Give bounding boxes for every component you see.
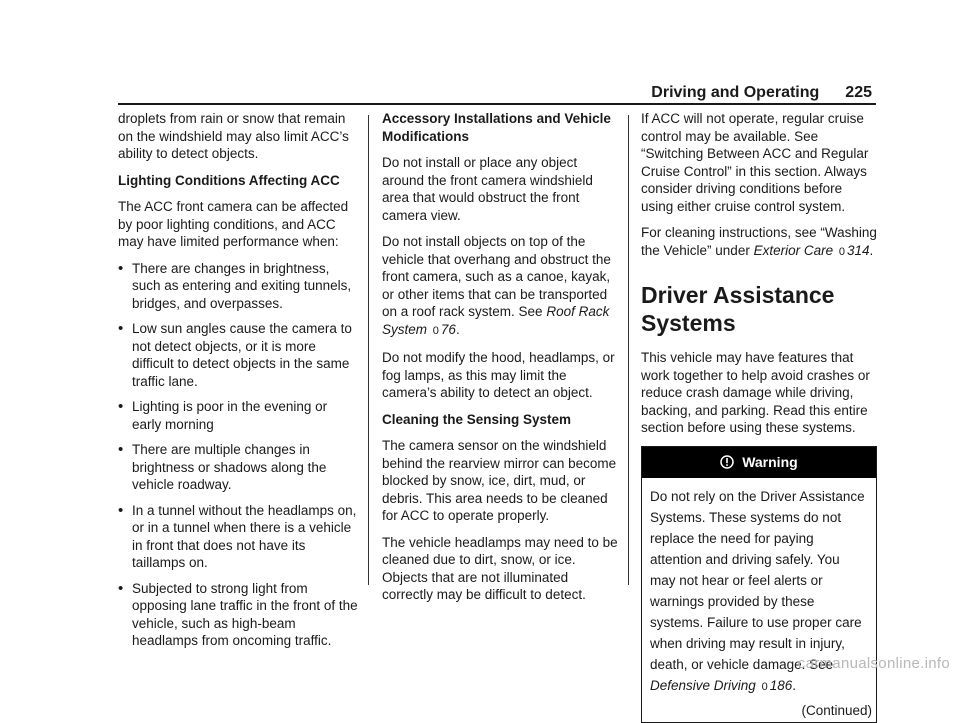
exterior-care-link[interactable]: Exterior Care <box>753 242 834 258</box>
paragraph: This vehicle may have features that work together to help avoid crashes or reduce crash damage while driving, backing, and parking. Read this entire section before using these systems. <box>641 350 870 435</box>
subheading-lighting: Lighting Conditions Affecting ACC <box>118 172 340 188</box>
paragraph: Do not install objects on top of the vehicle that overhang and obstruct the front camera, such as a canoe, kayak, or other items that can be transported on a roof rack system. See Roof Rack System 0 76. <box>382 234 611 337</box>
continued-label: (Continued) <box>801 703 872 718</box>
column-1 <box>118 110 358 658</box>
paragraph-text: For cleaning instructions, see “Washing the Vehicle” under <box>641 225 877 258</box>
page-ref[interactable]: 76 <box>440 321 456 337</box>
warning-text: Do not rely on the Driver Assistance Systems. These systems do not replace the need for paying attention and driving safely. You may not hear or feel alerts or warnings provided by these systems. Failure to use proper care when driving may result in injury, death, or vehicle damage. See <box>650 489 865 672</box>
page-ref-arrow-icon: 0 <box>838 245 845 258</box>
defensive-driving-link[interactable]: Defensive Driving <box>650 678 756 693</box>
paragraph: The camera sensor on the windshield behind the rearview mirror can become blocked by snow, ice, dirt, mud, or debris. This area needs to be cleaned for ACC to operate properly. <box>382 438 617 523</box>
column-divider-2 <box>628 115 629 585</box>
warning-icon <box>720 455 734 469</box>
list-item: • In a tunnel without the headlamps on, or in a tunnel when there is a vehicle in front that does not have its taillamps on. <box>118 502 358 572</box>
subheading-cleaning: Cleaning the Sensing System <box>382 411 572 427</box>
lighting-paragraph: The ACC front camera can be affected by poor lighting conditions, and ACC may have limited performance when: <box>118 199 349 249</box>
paragraph: Do not modify the hood, headlamps, or fog lamps, as this may limit the camera’s ability to detect an object. <box>382 350 615 400</box>
paragraph: Do not install or place any object around the front camera windshield area that would obstruct the front camera view. <box>382 155 593 223</box>
page-ref-arrow-icon: 0 <box>761 681 768 693</box>
list-item: • There are multiple changes in brightness or shadows along the vehicle roadway. <box>118 441 358 494</box>
page-ref-arrow-icon: 0 <box>432 324 439 337</box>
section-heading: Driver Assistance Systems <box>641 282 835 336</box>
warning-title: Warning <box>742 453 798 470</box>
column-2 <box>382 110 622 613</box>
watermark: carmanualsonline.info <box>797 655 950 672</box>
page-number: 225 <box>845 84 872 101</box>
page-ref[interactable]: 314 <box>847 242 870 258</box>
paragraph-text: Do not install objects on top of the vehicle that overhang and obstruct the front camera, such as a canoe, kayak, or other items that can be transported on a roof rack system. See <box>382 234 611 319</box>
warning-box <box>641 446 877 723</box>
paragraph: For cleaning instructions, see “Washing the Vehicle” under Exterior Care 0 314. <box>641 225 877 258</box>
list-item: • Lighting is poor in the evening or early morning <box>118 398 358 433</box>
lighting-list <box>118 260 358 650</box>
header-rule <box>118 103 876 105</box>
paragraph: If ACC will not operate, regular cruise control may be available. See “Switching Between ACC and Regular Cruise Control” in this section. Always consider driving conditions before using either cruise control system. <box>641 111 869 214</box>
warning-body: Do not rely on the Driver Assistance Systems. These systems do not replace the need for paying attention and driving safely. You may not hear or feel alerts or warnings provided by these systems. Failure to use proper care when driving may result in injury, death, or vehicle damage. See Defensive Driving 0 186. <box>650 489 865 693</box>
roof-rack-link[interactable]: Roof Rack System <box>382 304 610 337</box>
intro-paragraph: droplets from rain or snow that remain on the windshield may also limit ACC’s ability to detect objects. <box>118 111 349 161</box>
warning-header <box>642 447 876 479</box>
section-title: Driving and Operating <box>651 84 820 101</box>
list-item: • Subjected to strong light from opposing lane traffic in the front of the vehicle, such as high-beam headlamps from oncoming traffic. <box>118 580 358 650</box>
paragraph: The vehicle headlamps may need to be cleaned due to dirt, snow, or ice. Objects that are not illuminated correctly may be difficult to detect. <box>382 534 618 602</box>
page-ref[interactable]: 186 <box>769 678 793 693</box>
page-header <box>651 84 872 102</box>
column-3 <box>641 110 877 723</box>
list-item: • Low sun angles cause the camera to not detect objects, or it is more difficult to detect objects in the same traffic lane. <box>118 320 358 390</box>
subheading-accessory: Accessory Installations and Vehicle Modifications <box>382 111 611 144</box>
list-item: • There are changes in brightness, such as entering and exiting tunnels, bridges, and overpasses. <box>118 260 358 313</box>
column-divider-1 <box>368 115 369 585</box>
